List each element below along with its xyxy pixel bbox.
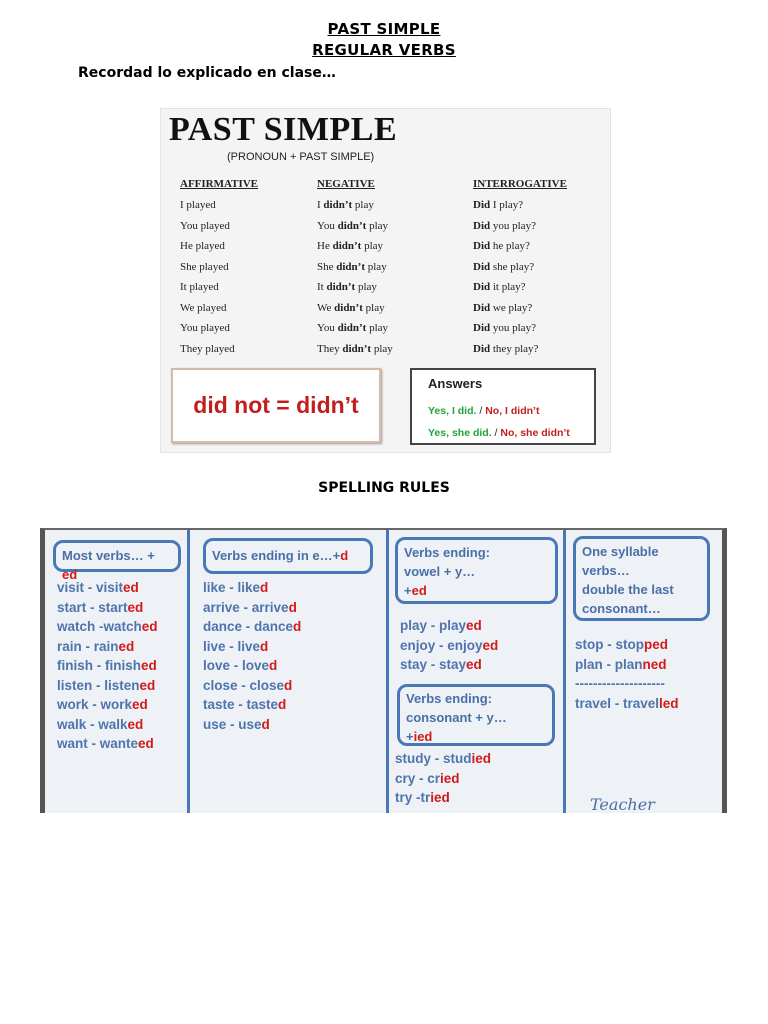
auxiliary: Did (473, 260, 491, 273)
intro-text: Recordad lo explicado en clase… (78, 65, 336, 81)
vowel-y-list (400, 616, 498, 675)
verb-suffix: ed (132, 697, 148, 712)
affirmative-column (180, 197, 235, 361)
verb-suffix: d (261, 716, 270, 732)
answers-title: Answers (428, 376, 483, 391)
rule-suffix: ed (62, 567, 78, 582)
interrogative-row (473, 320, 538, 341)
verb-suffix: ped (644, 637, 669, 652)
list-item (203, 637, 301, 657)
answer-line (428, 427, 570, 439)
list-item (203, 695, 301, 715)
rule-one-syllable (573, 536, 710, 621)
pronoun: It (317, 281, 327, 293)
spelling-rules-title: SPELLING RULES (318, 480, 450, 496)
auxiliary: Did (473, 322, 491, 334)
auxiliary: didn’t (342, 342, 372, 355)
negative-header: NEGATIVE (317, 178, 375, 190)
list-item (57, 617, 158, 637)
list-item (203, 715, 301, 735)
answer-line (428, 405, 539, 417)
verb-suffix: ed (141, 619, 158, 634)
interrogative-header: INTERROGATIVE (473, 178, 567, 190)
rule-line: Verbs ending: (406, 691, 492, 706)
affirmative-row: She played (180, 260, 229, 273)
verb-form: rain - rain (57, 638, 119, 654)
rule-most-verbs (53, 540, 181, 582)
affirmative-row: I played (180, 199, 216, 211)
affirmative-header: AFFIRMATIVE (180, 178, 259, 190)
column-divider (563, 530, 566, 813)
verb-suffix: ed (482, 637, 499, 653)
verb-suffix: d (260, 638, 269, 654)
verb-form: travel - travel (575, 695, 660, 711)
verb-form: want - wante (57, 736, 139, 751)
contraction-text: did not = didn’t (193, 392, 359, 418)
verb-form: plan - plan (575, 656, 643, 672)
page-title: PAST SIMPLE (327, 20, 441, 38)
verb-suffix: led (659, 695, 679, 711)
grammar-image (160, 108, 611, 453)
verb-form: stay - stay (400, 657, 467, 672)
verb-suffix: ned (642, 656, 667, 672)
affirmative-row: It played (180, 281, 219, 293)
separator: / (476, 405, 486, 417)
verb-suffix: d (260, 580, 269, 595)
rule-vowel-y (395, 537, 558, 604)
auxiliary: didn’t (336, 260, 365, 273)
list-item (57, 578, 158, 598)
pronoun: We (317, 301, 335, 314)
rule-line (406, 727, 546, 746)
verb-form: try -tr (395, 790, 431, 805)
rule-suffix: d (340, 548, 349, 563)
question-rest: he play? (490, 240, 530, 252)
pronoun: I (317, 199, 324, 211)
verb-form: dance - dance (203, 619, 294, 634)
question-rest: she play? (490, 260, 535, 273)
verb: play (352, 199, 374, 211)
auxiliary: Did (473, 301, 491, 314)
verb: play (365, 260, 387, 273)
pronoun: He (317, 240, 333, 252)
question-rest: I play? (490, 199, 524, 211)
verb-suffix: ed (118, 638, 135, 654)
list-item (395, 788, 491, 808)
list-item (575, 694, 679, 714)
list-item (575, 635, 679, 655)
column-divider (386, 530, 389, 813)
interrogative-row (473, 341, 538, 362)
verb-suffix: d (269, 658, 278, 673)
rule-consonant-y (397, 684, 555, 746)
affirmative-row: They played (180, 342, 235, 355)
rule-text: Verbs ending in e…+ (212, 548, 341, 563)
verb-form: watch -watch (57, 619, 142, 634)
verb-form: arrive - arrive (203, 599, 289, 615)
auxiliary: didn’t (326, 281, 356, 293)
verb: play (371, 342, 393, 355)
one-syllable-list (575, 635, 679, 713)
verb-form: walk - walk (57, 716, 128, 732)
negative-row (317, 300, 393, 321)
consonant-y-list (395, 749, 491, 808)
verb-suffix: ed (466, 618, 482, 633)
auxiliary: didn’t (323, 199, 353, 211)
verb-form: visit - visit (57, 580, 124, 595)
auxiliary: didn’t (337, 322, 367, 334)
rule-line: verbs… (582, 563, 630, 578)
rule-line: double the last (582, 582, 674, 597)
verb-suffix: ed (141, 658, 157, 673)
rule-line: vowel + y… (404, 564, 476, 579)
verb: play (362, 301, 385, 314)
auxiliary: Did (473, 219, 491, 232)
list-item (57, 734, 158, 754)
verb-form: play - play (400, 618, 467, 633)
auxiliary: Did (473, 240, 491, 252)
verb-form: work - work (57, 697, 133, 712)
list-item (400, 636, 498, 656)
separator-line (575, 674, 679, 694)
pronoun: They (317, 342, 343, 355)
list-item (575, 655, 679, 675)
interrogative-row (473, 218, 538, 239)
negative-row (317, 341, 393, 362)
negative-answer: No, she didn’t (500, 427, 570, 439)
grammar-formula: (PRONOUN + PAST SIMPLE) (227, 151, 375, 163)
verb-form: love - love (203, 658, 270, 673)
list-item (57, 598, 158, 618)
affirmative-row: You played (180, 219, 230, 232)
verb-form: live - live (203, 638, 261, 654)
interrogative-row (473, 279, 538, 300)
list-item (395, 749, 491, 769)
auxiliary: Did (473, 199, 491, 211)
negative-row (317, 259, 393, 280)
interrogative-row (473, 197, 538, 218)
rule-line (404, 581, 549, 600)
interrogative-row (473, 300, 538, 321)
pronoun: You (317, 322, 338, 334)
list-item (395, 769, 491, 789)
affirmative-row: He played (180, 240, 225, 252)
list-item (203, 598, 301, 618)
verb-suffix: ied (471, 751, 492, 766)
rule-suffix: ed (411, 583, 427, 598)
verb-suffix: ied (430, 790, 450, 805)
rule-plus: + (406, 729, 414, 744)
negative-row (317, 238, 393, 259)
verb: play (366, 219, 389, 232)
grammar-title: PAST SIMPLE (169, 111, 398, 148)
list-item (57, 637, 158, 657)
ending-e-list (203, 578, 301, 734)
verb-form: like - like (203, 580, 261, 595)
verb-suffix: ed (127, 599, 144, 615)
negative-row (317, 320, 393, 341)
auxiliary: didn’t (332, 240, 362, 252)
verb-form: close - close (203, 677, 285, 693)
list-item (203, 578, 301, 598)
question-rest: you play? (490, 219, 536, 232)
verb-form: listen - listen (57, 677, 140, 693)
question-rest: it play? (490, 281, 526, 293)
interrogative-column (473, 197, 538, 361)
verb-suffix: ed (138, 736, 154, 751)
answers-box (410, 368, 596, 445)
interrogative-row (473, 238, 538, 259)
positive-answer: Yes, I did. (428, 405, 477, 417)
list-item (57, 715, 158, 735)
verb-form: finish - finish (57, 658, 141, 673)
verb-suffix: d (293, 619, 302, 634)
list-item (400, 616, 498, 636)
list-item (203, 656, 301, 676)
verb-suffix: ed (123, 580, 139, 595)
rule-line: consonant + y… (406, 710, 507, 725)
verb-form: enjoy - enjoy (400, 637, 483, 653)
verb: play (366, 322, 389, 334)
verb-suffix: ied (440, 770, 460, 786)
auxiliary: didn’t (334, 301, 363, 314)
verb-suffix: ed (139, 677, 156, 693)
verb-form: use - use (203, 716, 262, 732)
verb-form: taste - taste (203, 697, 279, 712)
teacher-signature: Teacher (590, 795, 655, 813)
contraction-box (171, 368, 381, 443)
list-item (57, 656, 158, 676)
interrogative-row (473, 259, 538, 280)
affirmative-row: We played (180, 301, 227, 314)
pronoun: She (317, 260, 337, 273)
list-item (203, 617, 301, 637)
pronoun: You (317, 219, 338, 232)
verb-form: cry - cr (395, 770, 441, 786)
auxiliary: Did (473, 281, 491, 293)
negative-row (317, 197, 393, 218)
verb: play (361, 240, 384, 252)
verb-form: start - start (57, 599, 128, 615)
negative-row (317, 279, 393, 300)
list-item (203, 676, 301, 696)
list-item (400, 655, 498, 675)
rule-text: Most verbs… + (62, 548, 155, 563)
verb-suffix: d (278, 697, 287, 712)
verb-suffix: ed (127, 716, 144, 732)
positive-answer: Yes, she did. (428, 427, 492, 439)
rule-suffix: ied (413, 729, 433, 744)
auxiliary: didn’t (337, 219, 367, 232)
separator: / (491, 427, 501, 439)
rule-line: Verbs ending: (404, 545, 490, 560)
negative-row (317, 218, 393, 239)
rule-line: consonant… (582, 601, 661, 616)
verb-suffix: d (284, 677, 293, 693)
column-divider (187, 530, 190, 813)
rule-ending-e (203, 538, 373, 574)
question-rest: you play? (490, 322, 536, 334)
affirmative-row: You played (180, 322, 230, 334)
most-verbs-list (57, 578, 158, 754)
negative-column (317, 197, 393, 361)
verb-form: stop - stop (575, 637, 644, 652)
verb-suffix: d (288, 599, 297, 615)
rule-line: One syllable (582, 544, 659, 559)
dash-separator: -------------------- (575, 676, 665, 691)
verb-form: study - stud (395, 751, 472, 766)
verb-suffix: ed (466, 657, 482, 672)
page-subtitle: REGULAR VERBS (312, 41, 456, 59)
negative-answer: No, I didn’t (485, 405, 540, 417)
question-rest: we play? (490, 301, 533, 314)
rule-plus: + (404, 583, 412, 598)
question-rest: they play? (490, 342, 539, 355)
list-item (57, 676, 158, 696)
auxiliary: Did (473, 342, 491, 355)
spelling-board (40, 528, 727, 813)
list-item (57, 695, 158, 715)
verb: play (355, 281, 377, 293)
